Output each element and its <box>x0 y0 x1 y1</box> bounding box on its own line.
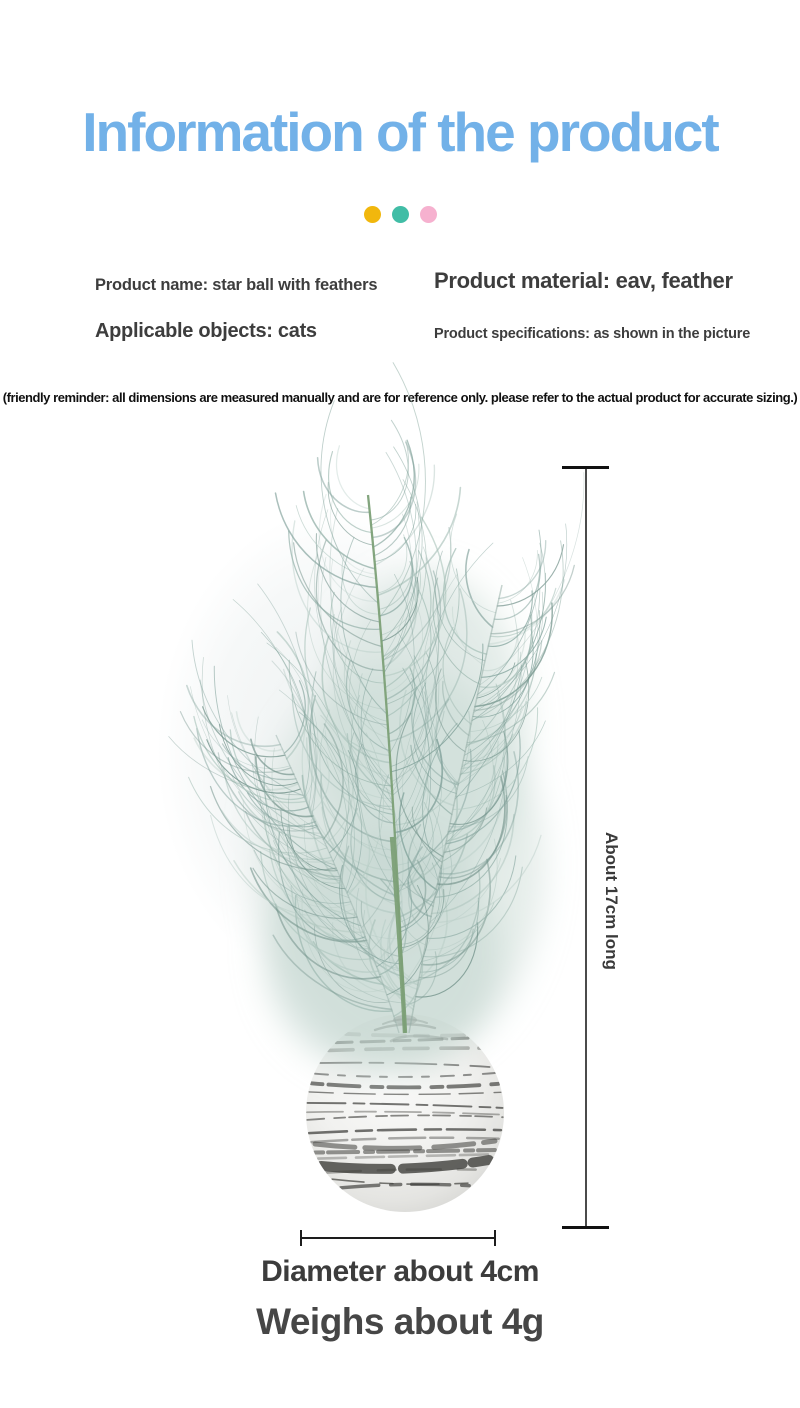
diameter-label: Diameter about 4cm <box>261 1255 539 1288</box>
length-measure-line <box>585 468 587 1228</box>
spec-product-specifications: Product specifications: as shown in the picture <box>434 326 751 342</box>
spec-product-material: Product material: eav, feather <box>434 268 733 293</box>
product-figure <box>0 435 800 1245</box>
spec-product-name: Product name: star ball with feathers <box>95 276 378 294</box>
diameter-measure-cap-right <box>494 1230 496 1246</box>
accent-dot-yellow <box>364 206 381 223</box>
weight-label: Weighs about 4g <box>256 1301 544 1342</box>
length-measure-cap-top <box>562 466 609 469</box>
accent-dots <box>0 206 800 223</box>
length-measure-cap-bottom <box>562 1226 609 1229</box>
feathers-illustration <box>100 435 580 1055</box>
diameter-measure-line <box>301 1237 496 1239</box>
spec-applicable-objects: Applicable objects: cats <box>95 320 317 342</box>
friendly-reminder-note: (friendly reminder: all dimensions are measured manually and are for reference only. please refer to the actual product for accurate sizing.) <box>2 390 798 405</box>
diameter-measure-cap-left <box>300 1230 302 1246</box>
accent-dot-teal <box>392 206 409 223</box>
length-label: About 17cm long <box>602 832 621 970</box>
accent-dot-pink <box>420 206 437 223</box>
page-title: Information of the product <box>82 101 718 163</box>
